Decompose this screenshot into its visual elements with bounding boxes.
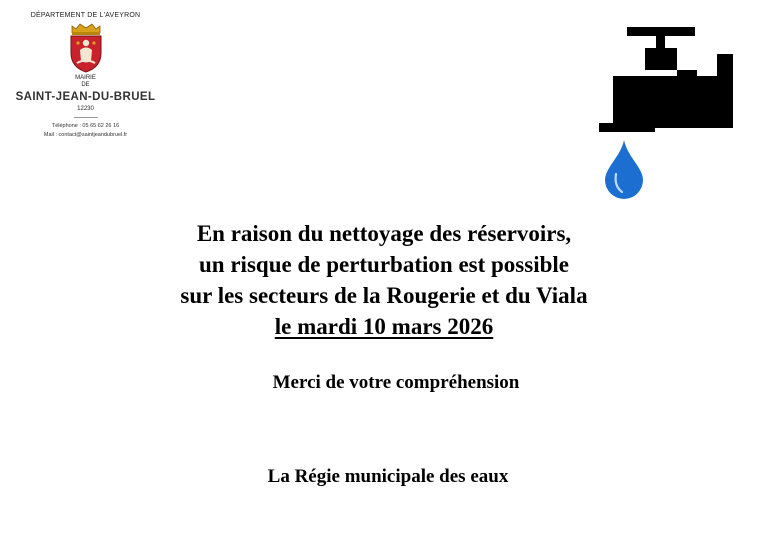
mairie-label: MAIRIE	[75, 75, 96, 81]
letterhead-divider	[74, 117, 98, 118]
letterhead	[8, 12, 163, 140]
postcode: 12230	[77, 106, 94, 112]
notice-text	[0, 218, 768, 342]
notice-line-2: un risque de perturbation est possible	[199, 252, 569, 277]
mairie-de-label: DE	[81, 82, 90, 88]
thanks-text: Merci de votre compréhension	[272, 372, 520, 393]
phone-number: Téléphone : 05 65 62 26 16	[51, 123, 120, 129]
email-address: Mail : contact@saintjeandubruel.fr	[43, 132, 128, 138]
department-label: DÉPARTEMENT DE L'AVEYRON	[30, 12, 141, 19]
notice-date: le mardi 10 mars 2026	[274, 314, 494, 339]
water-tap-icon	[597, 24, 737, 204]
notice-line-3: sur les secteurs de la Rougerie et du Viala	[180, 283, 588, 308]
signature: La Régie municipale des eaux	[267, 466, 509, 487]
notice-line-1: En raison du nettoyage des réservoirs,	[196, 221, 572, 246]
town-name: SAINT-JEAN-DU-BRUEL	[15, 91, 156, 103]
town-crest-icon	[66, 23, 106, 73]
